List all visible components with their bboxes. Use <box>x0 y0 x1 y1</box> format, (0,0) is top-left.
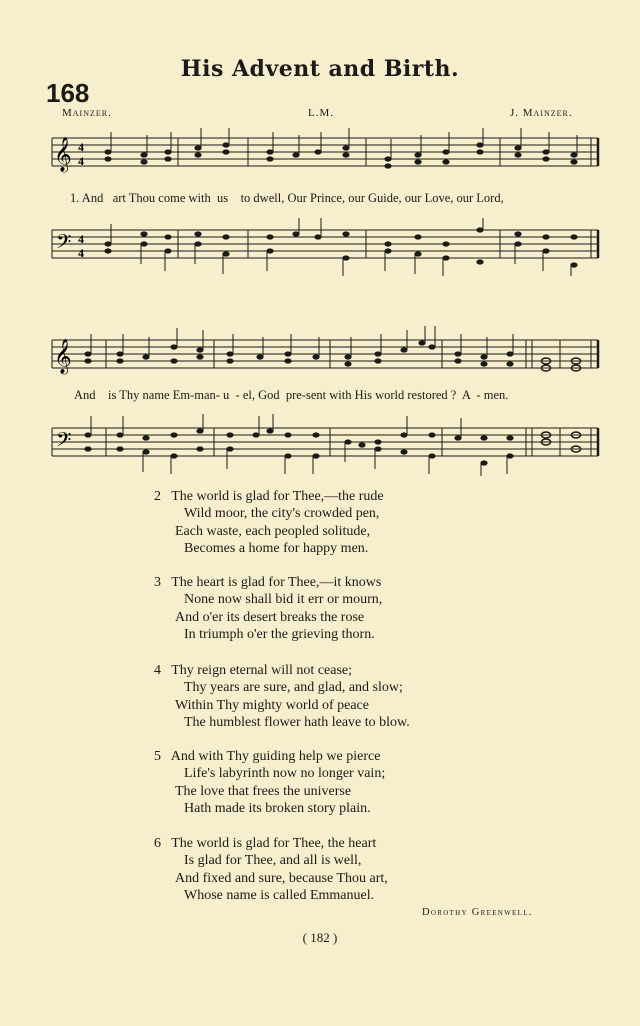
meter: L.M. <box>308 107 334 119</box>
music-system-2-treble <box>48 326 602 382</box>
stanza-line: Thy reign eternal will not cease; <box>171 663 353 678</box>
stanza-line: In triumph o'er the grieving thorn. <box>184 627 375 643</box>
svg-text:𝄢: 𝄢 <box>56 428 72 456</box>
stanza-5 <box>154 748 386 818</box>
stanza-4 <box>154 662 410 732</box>
hymn-section-title: His Advent and Birth. <box>180 56 460 82</box>
svg-text:𝄞: 𝄞 <box>54 137 72 172</box>
page-number: ( 182 ) <box>302 930 338 945</box>
stanza-line: And with Thy guiding help we pierce <box>170 749 381 764</box>
stanza-line: And fixed and sure, because Thou art, <box>175 870 388 886</box>
stanza-line: The humblest flower hath leave to blow. <box>184 715 410 731</box>
stanza-line: Is glad for Thee, and all is well, <box>184 853 362 869</box>
stanza-line: Becomes a home for happy men. <box>184 541 369 557</box>
svg-text:𝄞: 𝄞 <box>54 339 72 374</box>
stanza-3 <box>154 574 383 644</box>
stanza-line: Within Thy mighty world of peace <box>175 697 369 713</box>
stanza-number: 6 <box>154 836 161 851</box>
stanza-2 <box>154 488 384 558</box>
stanza-line: None now shall bid it err or mourn, <box>184 592 383 608</box>
stanza-line: Whose name is called Emmanuel. <box>184 888 375 904</box>
stanza-line: Each waste, each peopled solitude, <box>175 523 371 539</box>
stanza-6 <box>154 835 388 905</box>
stanza-number: 3 <box>154 575 161 590</box>
stanza-line: The world is glad for Thee, the heart <box>171 836 377 851</box>
stanza-line: The heart is glad for Thee,—it knows <box>171 575 382 590</box>
author-credit: Dorothy Greenwell. <box>422 907 533 918</box>
stanza-line: Hath made its broken story plain. <box>184 801 371 817</box>
stanza-line: Thy years are sure, and glad, and slow; <box>184 680 403 696</box>
svg-text:4: 4 <box>78 246 84 260</box>
stanza-line: Wild moor, the city's crowded pen, <box>184 506 380 522</box>
lyric-line-1: 1. And art Thou come with us to dwell, Our Prince, our Guide, our Love, our Lord, <box>70 191 504 205</box>
svg-text:4: 4 <box>78 140 84 154</box>
stanza-number: 4 <box>154 663 161 678</box>
hymn-number: 168 <box>46 78 90 108</box>
svg-text:𝄢: 𝄢 <box>56 230 72 258</box>
svg-text:4: 4 <box>78 154 84 168</box>
music-system-1-treble <box>48 128 602 182</box>
stanza-line: The love that frees the universe <box>175 783 352 799</box>
stanza-line: Life's labyrinth now no longer vain; <box>184 766 386 782</box>
stanza-number: 5 <box>154 749 161 764</box>
stanza-number: 2 <box>154 489 161 504</box>
stanza-line: The world is glad for Thee,—the rude <box>171 489 384 504</box>
lyric-line-2: And is Thy name Em-man- u - el, God pre-sent with His world restored ? A - men. <box>74 388 509 402</box>
tune-name: Mainzer. <box>62 107 112 119</box>
svg-text:4: 4 <box>78 232 84 246</box>
composer: J. Mainzer. <box>510 107 573 119</box>
music-system-1-bass <box>48 218 602 278</box>
music-system-2-bass <box>48 414 602 476</box>
stanza-line: And o'er its desert breaks the rose <box>175 609 365 625</box>
